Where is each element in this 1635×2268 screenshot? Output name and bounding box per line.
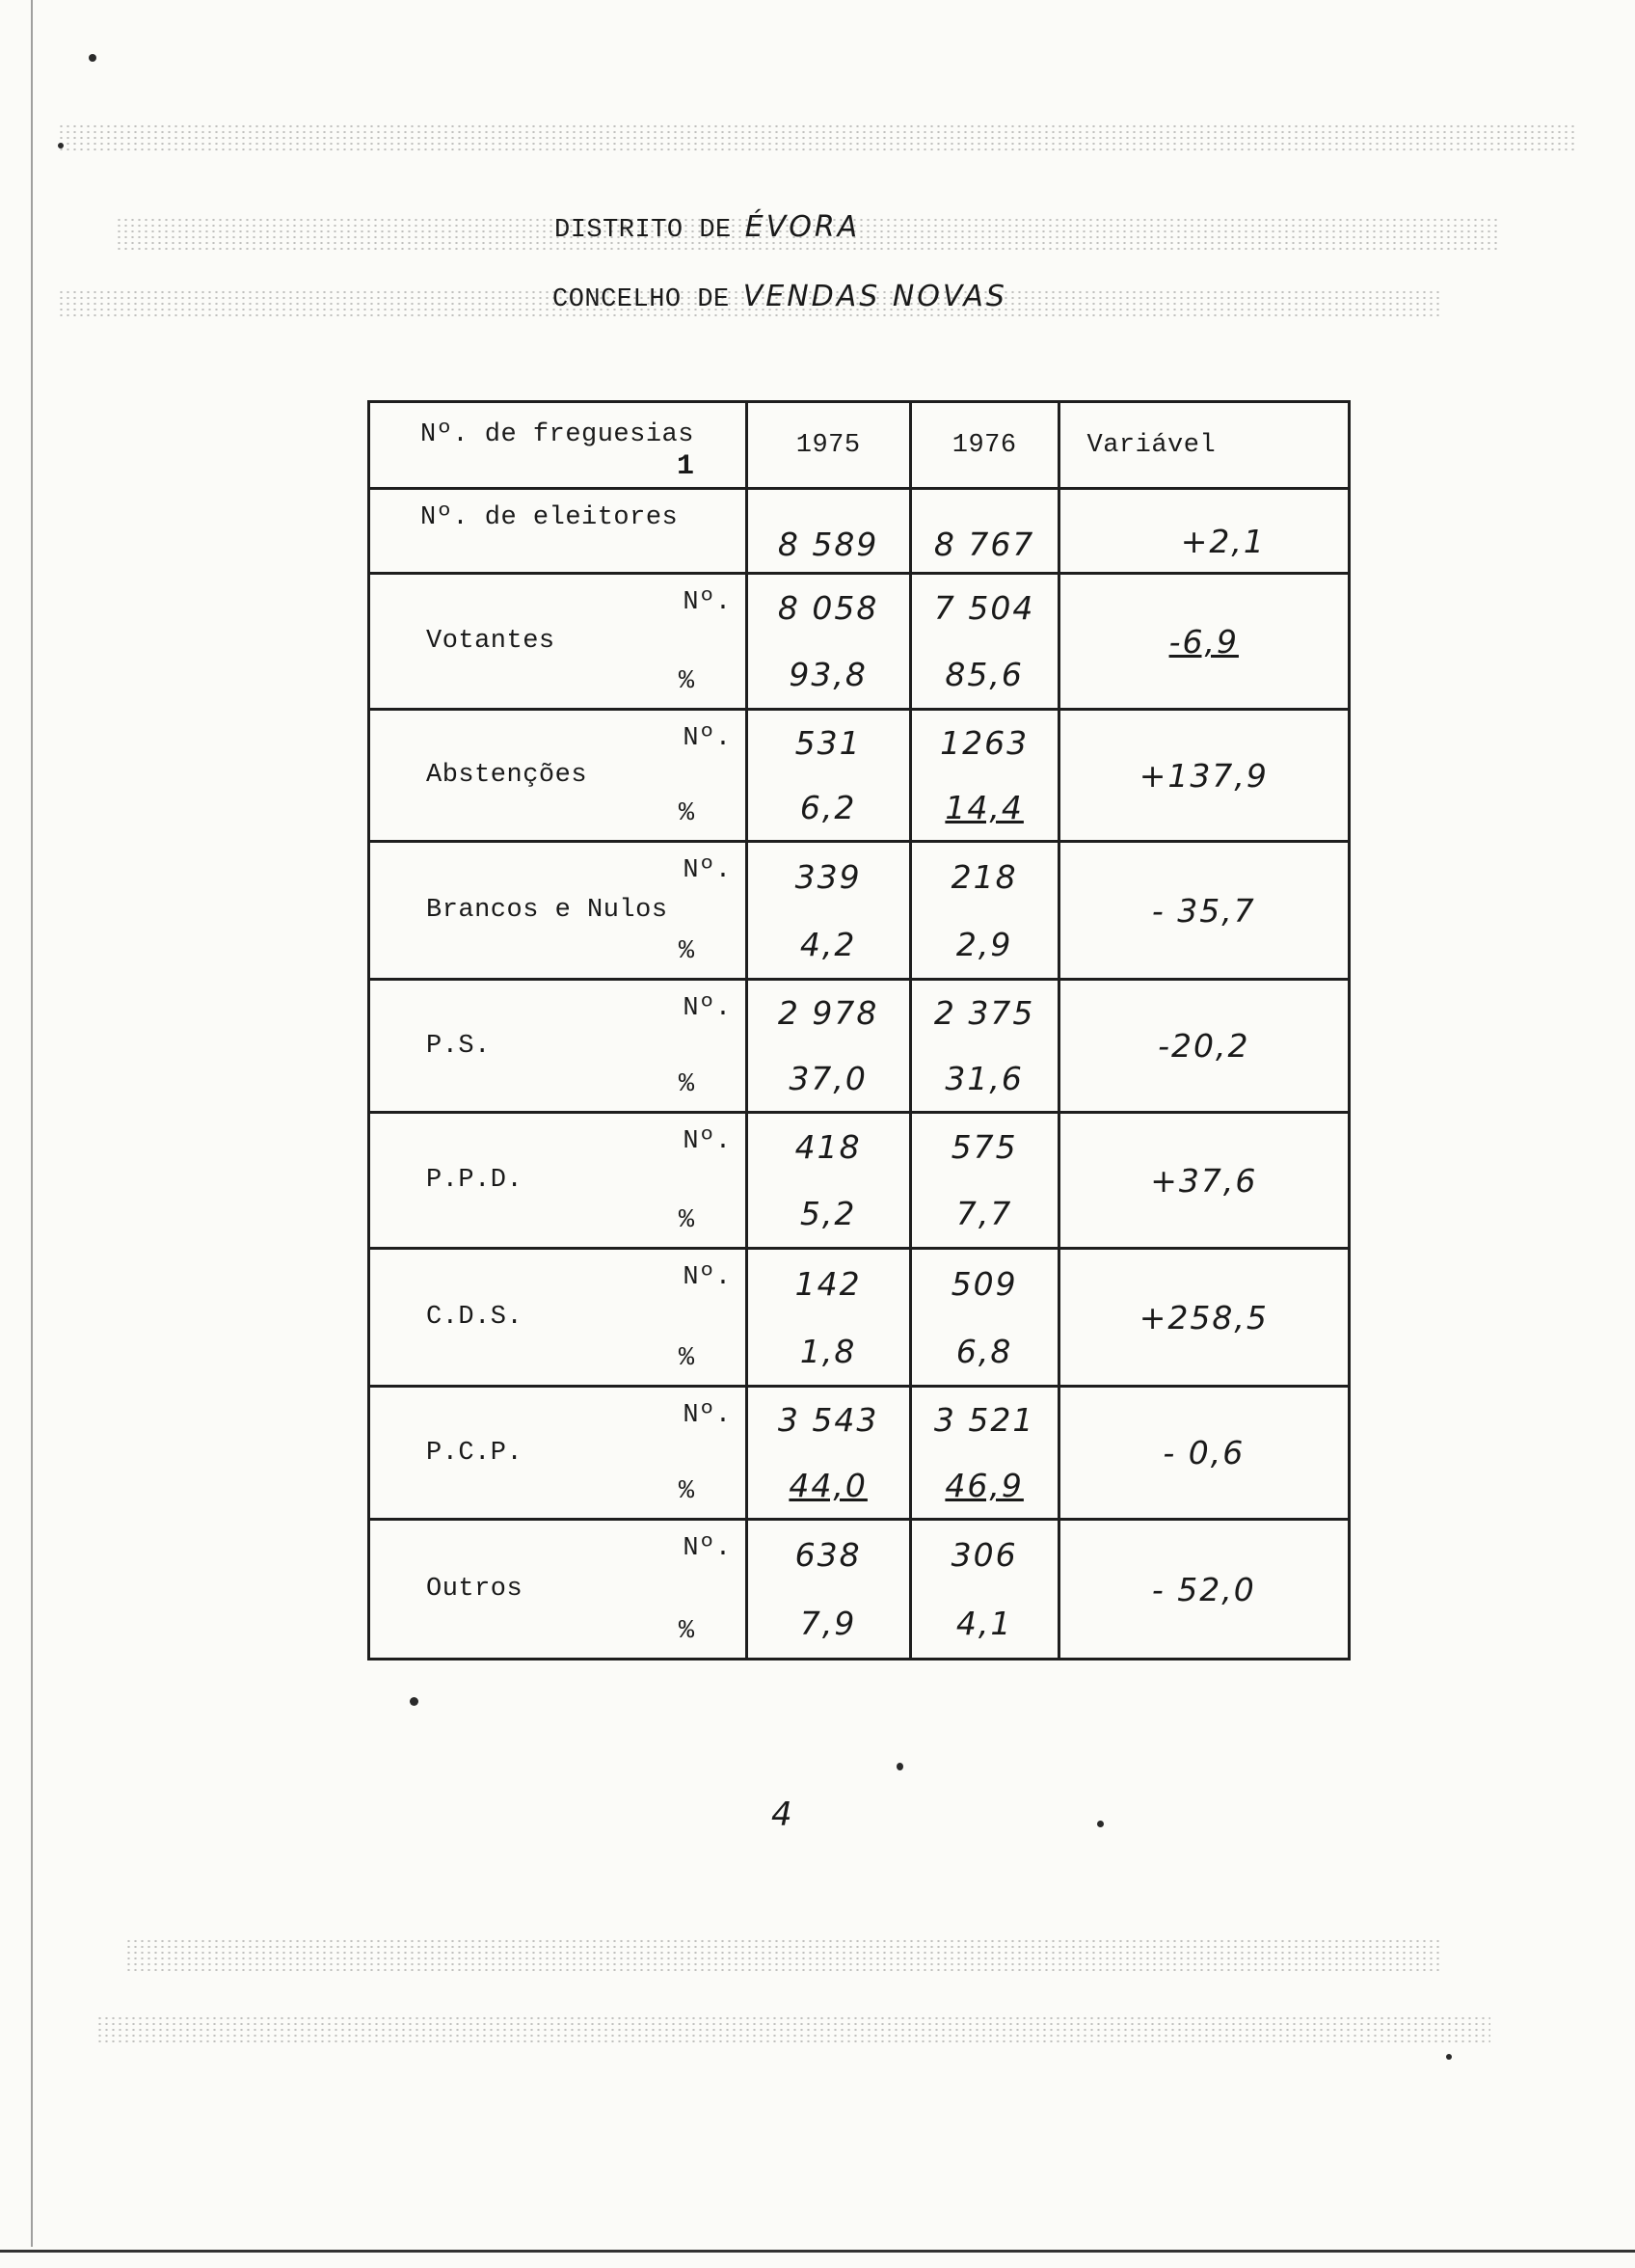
row-label: P.S. bbox=[426, 1031, 491, 1061]
percent-marker: % bbox=[678, 1344, 695, 1373]
row-label-cell bbox=[369, 1249, 747, 1387]
count-1976: 3 521 bbox=[933, 1401, 1035, 1440]
table-row bbox=[369, 574, 1350, 710]
count-1975: 638 bbox=[794, 1536, 862, 1574]
table-row bbox=[369, 710, 1350, 842]
count-1975: 142 bbox=[794, 1264, 862, 1303]
count-1975: 8 058 bbox=[777, 589, 879, 627]
percent-1976: 31,6 bbox=[945, 1059, 1024, 1097]
council-heading bbox=[552, 280, 1007, 314]
values-1976-cell bbox=[910, 574, 1059, 710]
variation-cell bbox=[1059, 1249, 1349, 1387]
row-label-cell bbox=[369, 842, 747, 980]
count-1975: 2 978 bbox=[777, 994, 879, 1033]
scan-speck bbox=[897, 1763, 903, 1770]
scan-bottom-edge bbox=[0, 2250, 1635, 2253]
values-1975-cell bbox=[746, 574, 910, 710]
percent-1976: 46,9 bbox=[945, 1466, 1024, 1504]
values-1976-cell bbox=[910, 710, 1059, 842]
percent-1975: 1,8 bbox=[799, 1332, 857, 1370]
row-label-cell bbox=[369, 574, 747, 710]
page-number: 4 bbox=[771, 1796, 794, 1834]
row-label: Abstenções bbox=[426, 761, 588, 790]
electors-1976: 8 767 bbox=[910, 489, 1059, 574]
values-1976-cell bbox=[910, 1520, 1059, 1660]
count-1975: 531 bbox=[794, 724, 862, 762]
percent-marker: % bbox=[678, 799, 695, 828]
electors-1975: 8 589 bbox=[746, 489, 910, 574]
table-row bbox=[369, 1249, 1350, 1387]
table-header-row bbox=[369, 402, 1350, 489]
count-1976: 509 bbox=[951, 1264, 1018, 1303]
percent-marker: % bbox=[678, 937, 695, 966]
values-1975-cell bbox=[746, 1520, 910, 1660]
variation-cell bbox=[1059, 1113, 1349, 1249]
count-1975: 3 543 bbox=[777, 1401, 879, 1440]
values-1975-cell bbox=[746, 710, 910, 842]
values-1975-cell bbox=[746, 842, 910, 980]
number-marker: Nº. bbox=[683, 1263, 732, 1292]
variation-cell bbox=[1059, 574, 1349, 710]
variation-cell bbox=[1059, 1387, 1349, 1520]
electors-label-cell bbox=[369, 489, 747, 574]
variation-value: - 35,7 bbox=[1151, 891, 1256, 930]
year-1976-header: 1976 bbox=[910, 402, 1059, 489]
number-marker: Nº. bbox=[683, 588, 732, 617]
percent-1975: 6,2 bbox=[799, 789, 857, 826]
scan-noise-band bbox=[58, 123, 1577, 152]
row-label-cell bbox=[369, 980, 747, 1113]
variation-value: +258,5 bbox=[1139, 1298, 1269, 1336]
table-row bbox=[369, 1520, 1350, 1660]
election-results-table bbox=[367, 400, 1351, 1660]
percent-1975: 4,2 bbox=[799, 925, 857, 963]
percent-1976: 2,9 bbox=[955, 925, 1013, 963]
percent-1976: 4,1 bbox=[955, 1605, 1013, 1642]
percent-marker: % bbox=[678, 1206, 695, 1235]
percent-1975: 93,8 bbox=[789, 656, 868, 693]
count-1976: 1263 bbox=[940, 724, 1030, 762]
row-label-cell bbox=[369, 1520, 747, 1660]
variation-cell bbox=[1059, 1520, 1349, 1660]
count-1976: 2 375 bbox=[933, 994, 1035, 1033]
variation-value: -20,2 bbox=[1158, 1027, 1250, 1065]
percent-marker: % bbox=[678, 667, 695, 696]
percent-marker: % bbox=[678, 1070, 695, 1099]
values-1975-cell bbox=[746, 1249, 910, 1387]
freguesias-label: Nº. de freguesias bbox=[420, 420, 694, 449]
count-1976: 575 bbox=[951, 1128, 1018, 1166]
scan-speck bbox=[410, 1697, 418, 1706]
row-label: C.D.S. bbox=[426, 1303, 523, 1332]
results-rows bbox=[369, 574, 1350, 1660]
electors-label: Nº. de eleitores bbox=[420, 503, 679, 532]
variation-value: +137,9 bbox=[1139, 756, 1269, 795]
variation-header: Variável bbox=[1059, 402, 1349, 489]
percent-1975: 7,9 bbox=[799, 1605, 857, 1642]
variation-cell bbox=[1059, 710, 1349, 842]
district-heading bbox=[554, 210, 860, 245]
scan-noise-band bbox=[96, 2015, 1490, 2044]
row-label-cell bbox=[369, 710, 747, 842]
variation-value: -6,9 bbox=[1168, 622, 1239, 661]
percent-1976: 6,8 bbox=[955, 1332, 1013, 1370]
values-1976-cell bbox=[910, 1113, 1059, 1249]
electors-row bbox=[369, 489, 1350, 574]
variation-value: - 52,0 bbox=[1151, 1570, 1256, 1608]
count-1975: 339 bbox=[794, 857, 862, 896]
values-1976-cell bbox=[910, 980, 1059, 1113]
count-1975: 418 bbox=[794, 1128, 862, 1166]
percent-1975: 5,2 bbox=[799, 1195, 857, 1232]
values-1976-cell bbox=[910, 842, 1059, 980]
number-marker: Nº. bbox=[683, 1401, 732, 1430]
scan-speck bbox=[1097, 1821, 1104, 1827]
electors-variation: +2,1 bbox=[1059, 489, 1349, 574]
table-row bbox=[369, 1387, 1350, 1520]
table-row bbox=[369, 1113, 1350, 1249]
row-label: Brancos e Nulos bbox=[426, 896, 668, 925]
freguesias-cell bbox=[369, 402, 747, 489]
row-label: Votantes bbox=[426, 627, 555, 656]
count-1976: 7 504 bbox=[933, 589, 1035, 627]
variation-value: +37,6 bbox=[1150, 1161, 1258, 1200]
row-label: P.P.D. bbox=[426, 1166, 523, 1195]
percent-1976: 85,6 bbox=[945, 656, 1024, 693]
values-1976-cell bbox=[910, 1387, 1059, 1520]
district-name: ÉVORA bbox=[744, 210, 861, 244]
variation-cell bbox=[1059, 980, 1349, 1113]
number-marker: Nº. bbox=[683, 994, 732, 1023]
percent-1975: 44,0 bbox=[789, 1466, 868, 1504]
scan-speck bbox=[58, 143, 64, 148]
percent-1975: 37,0 bbox=[789, 1059, 868, 1097]
council-prefix: CONCELHO DE bbox=[552, 285, 730, 314]
values-1975-cell bbox=[746, 1113, 910, 1249]
row-label: P.C.P. bbox=[426, 1438, 523, 1468]
table-row bbox=[369, 980, 1350, 1113]
row-label-cell bbox=[369, 1113, 747, 1249]
scan-noise-band bbox=[125, 1938, 1442, 1971]
count-1976: 218 bbox=[951, 857, 1018, 896]
scan-speck bbox=[89, 54, 96, 62]
percent-1976: 14,4 bbox=[945, 789, 1024, 826]
percent-marker: % bbox=[678, 1477, 695, 1506]
scan-left-edge bbox=[31, 0, 33, 2247]
row-label-cell bbox=[369, 1387, 747, 1520]
year-1975-header: 1975 bbox=[746, 402, 910, 489]
council-name: VENDAS NOVAS bbox=[742, 280, 1007, 313]
number-marker: Nº. bbox=[683, 1127, 732, 1156]
district-prefix: DISTRITO DE bbox=[554, 216, 732, 245]
table-row bbox=[369, 842, 1350, 980]
percent-marker: % bbox=[678, 1617, 695, 1646]
values-1976-cell bbox=[910, 1249, 1059, 1387]
freguesias-count: 1 bbox=[677, 450, 695, 483]
values-1975-cell bbox=[746, 980, 910, 1113]
percent-1976: 7,7 bbox=[955, 1195, 1013, 1232]
number-marker: Nº. bbox=[683, 1534, 732, 1563]
number-marker: Nº. bbox=[683, 724, 732, 753]
count-1976: 306 bbox=[951, 1536, 1018, 1574]
variation-value: - 0,6 bbox=[1163, 1434, 1246, 1472]
row-label: Outros bbox=[426, 1575, 523, 1604]
values-1975-cell bbox=[746, 1387, 910, 1520]
scan-speck bbox=[1446, 2054, 1452, 2060]
number-marker: Nº. bbox=[683, 856, 732, 885]
variation-cell bbox=[1059, 842, 1349, 980]
